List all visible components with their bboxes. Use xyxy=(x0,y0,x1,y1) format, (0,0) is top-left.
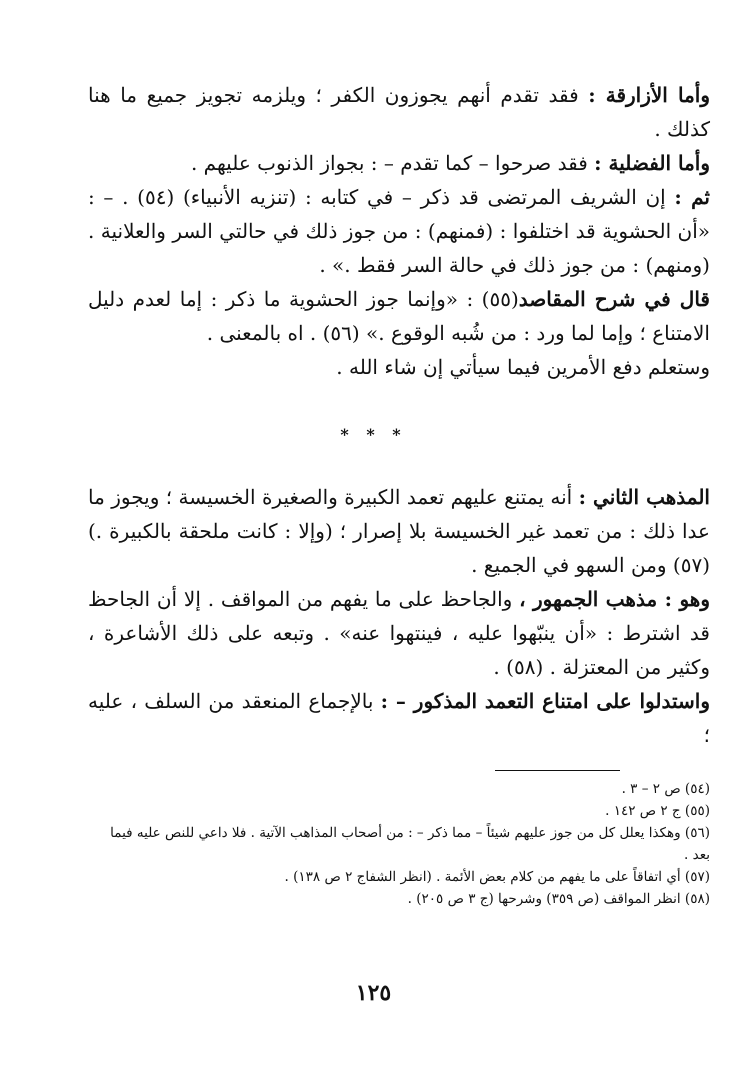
footnotes xyxy=(90,778,710,910)
heading-second-madhhab: المذهب الثاني : xyxy=(578,485,710,509)
heading-thumma: ثم : xyxy=(674,185,710,209)
text-fadliya: فقد صرحوا – كما تقدم – : بجواز الذنوب عليهم . xyxy=(190,151,595,175)
text-second-madhhab: أنه يمتنع عليهم تعمد الكبيرة والصغيرة الخسيسة ؛ ويجوز ما عدا ذلك : من تعمد غير الخسيسة بلا إصرار ؛ (وإلا : كانت ملحقة بالكبيرة .) (٥٧) ومن السهو في الجميع . xyxy=(88,485,710,577)
footnote-divider xyxy=(495,770,620,771)
footnote-55: (٥٥) ج ٢ ص ١٤٢ . xyxy=(605,803,710,819)
heading-istidlal: واستدلوا على امتناع التعمد المذكور – : xyxy=(380,689,710,713)
page-number: ١٢٥ xyxy=(355,980,392,1006)
footnote-54: (٥٤) ص ٢ – ٣ . xyxy=(621,781,710,797)
section-separator: * * * xyxy=(340,425,407,444)
paragraph-maqasid xyxy=(88,282,710,350)
paragraph-fadliya xyxy=(88,146,710,180)
text-jumhur: والجاحظ على ما يفهم من المواقف . إلا أن الجاحظ قد اشترط : «أن ينبّهوا عليه ، فينتهوا عنه» . وتبعه على ذلك الأشاعرة ، وكثير من المعتزلة . (٥٨) . xyxy=(88,587,710,679)
paragraph-second-madhhab xyxy=(88,480,710,582)
paragraph-conclusion xyxy=(88,350,710,384)
text-murtada: إن الشريف المرتضى قد ذكر – في كتابه : (تنزيه الأنبياء) (٥٤) . – : «أن الحشوية قد اختلفوا : (فمنهم) : من جوز ذلك في حالتي السر والعلانية . (ومنهم) : من جوز ذلك في حالة السر فقط .» . xyxy=(88,185,710,277)
heading-fadliya: وأما الفضلية : xyxy=(594,151,710,175)
paragraph-istidlal xyxy=(88,684,710,752)
text-conclusion: وستعلم دفع الأمرين فيما سيأتي إن شاء الله . xyxy=(336,355,710,379)
text-azariqa: فقد تقدم أنهم يجوزون الكفر ؛ ويلزمه تجويز جميع ما هنا كذلك . xyxy=(88,83,710,141)
paragraph-murtada xyxy=(88,180,710,282)
footnote-56: (٥٦) وهكذا يعلل كل من جوز عليهم شيئاً – مما ذكر – : من أصحاب المذاهب الآتية . فلا داعي للنص عليه فيما بعد . xyxy=(110,825,710,863)
section-two xyxy=(88,480,710,752)
text-istidlal: بالإجماع المنعقد من السلف ، عليه ؛ xyxy=(88,689,710,747)
footnote-58: (٥٨) انظر المواقف (ص ٣٥٩) وشرحها (ج ٣ ص ٢٠٥) . xyxy=(407,891,710,907)
heading-maqasid: قال في شرح المقاصد xyxy=(518,287,710,311)
heading-azariqa: وأما الأزارقة : xyxy=(588,83,711,107)
text-maqasid: (٥٥) : «وإنما جوز الحشوية ما ذكر : إما لعدم دليل الامتناع ؛ وإما لما ورد : من شُبه الوقوع .» (٥٦) . اه بالمعنى . xyxy=(88,287,710,345)
footnote-57: (٥٧) أي اتفاقاً على ما يفهم من كلام بعض الأئمة . (انظر الشفاج ٢ ص ١٣٨) . xyxy=(284,869,710,885)
section-one xyxy=(88,78,710,384)
paragraph-jumhur xyxy=(88,582,710,684)
paragraph-azariqa xyxy=(88,78,710,146)
heading-jumhur: وهو : مذهب الجمهور ، xyxy=(519,587,710,611)
